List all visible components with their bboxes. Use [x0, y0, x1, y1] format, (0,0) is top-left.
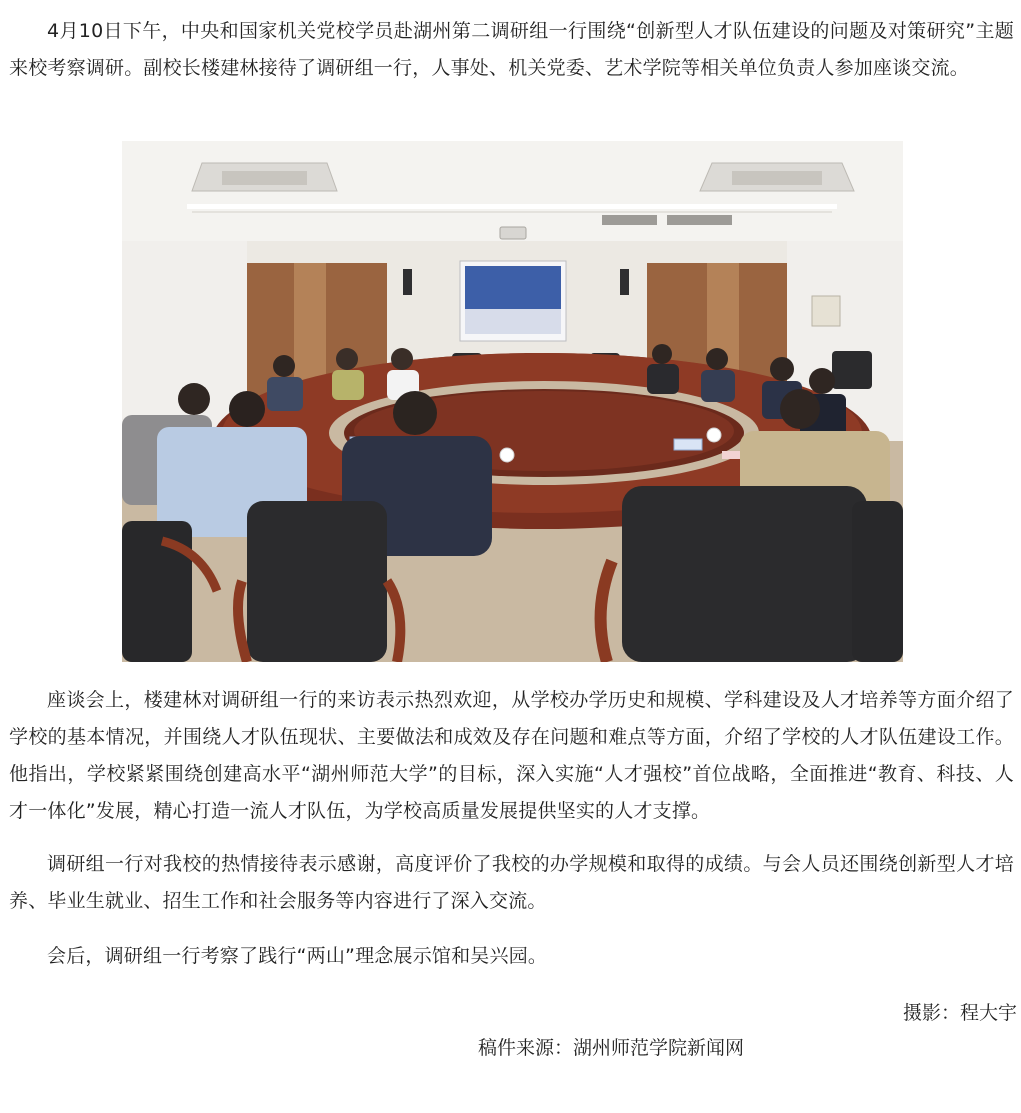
article-paragraph-4: 会后，调研组一行考察了践行“两山”理念展示馆和吴兴园。: [47, 945, 548, 967]
photo-credit: 摄影：程大宇: [902, 1002, 1017, 1024]
article-paragraph-1: 4月10日下午，中央和国家机关党校学员赴湖州第二调研组一行围绕“创新型人才队伍建设的问题及对策研究”主题来校考察调研。副校长楼建林接待了调研组一行，人事处、机关党委、艺术学院等相关单位负责人参加座谈交流。: [9, 20, 1014, 79]
article-source: 稿件来源：湖州师范学院新闻网: [478, 1037, 745, 1059]
article-paragraph-3: 调研组一行对我校的热情接待表示感谢，高度评价了我校的办学规模和取得的成绩。与会人员还围绕创新型人才培养、毕业生就业、招生工作和社会服务等内容进行了深入交流。: [9, 853, 1014, 912]
article-paragraph-2: 座谈会上，楼建林对调研组一行的来访表示热烈欢迎，从学校办学历史和规模、学科建设及人才培养等方面介绍了学校的基本情况，并围绕人才队伍现状、主要做法和成效及存在问题和难点等方面，介绍了学校的人才队伍建设工作。他指出，学校紧紧围绕创建高水平“湖州师范大学”的目标，深入实施“人才强校”首位战略，全面推进“教育、科技、人才一体化”发展，精心打造一流人才队伍，为学校高质量发展提供坚实的人才支撑。: [9, 689, 1014, 822]
meeting-photo: [122, 141, 903, 662]
